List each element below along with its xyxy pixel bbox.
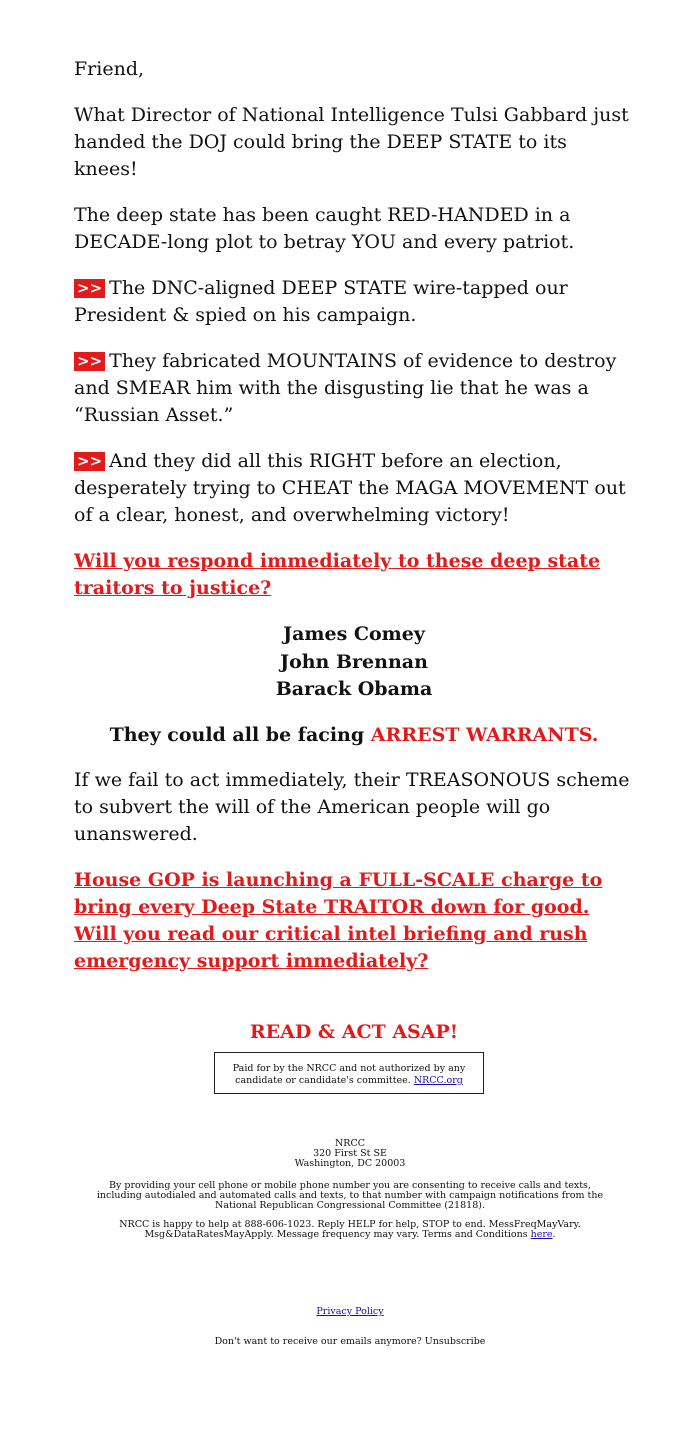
paid-for-disclaimer: Paid for by the NRCC and not authorized by any candidate or candidate's committee. NRCC.org xyxy=(214,1052,484,1094)
help-notice: NRCC is happy to help at 888-606-1023. Reply HELP for help, STOP to end. MessFreqMayVary. Msg&DataRatesMayApply. Message frequency may vary. Terms and Conditions here. xyxy=(119,1219,581,1240)
org-name: NRCC xyxy=(334,1138,365,1149)
treason-paragraph: If we fail to act immediately, their TREASONOUS scheme to subvert the will of the American people will go unanswered. xyxy=(74,768,630,845)
terms-link[interactable]: here xyxy=(530,1229,553,1240)
consent-notice: By providing your cell phone or mobile phone number you are consenting to receive calls and texts, including autodialed and automated calls and texts, to that number with campaign notifications from the National Republican Congressional Committee (21818). xyxy=(96,1180,604,1211)
bullet-text: The DNC-aligned DEEP STATE wire-tapped our President & spied on his campaign. xyxy=(74,277,568,326)
arrest-warrants-heading: They could all be facing ARREST WARRANTS. xyxy=(109,723,599,746)
read-act-button[interactable]: READ & ACT ASAP! xyxy=(249,1020,459,1043)
arrow-marker-icon: >> xyxy=(74,452,105,471)
respond-link[interactable]: Will you respond immediately to these deep state traitors to justice? xyxy=(74,550,601,599)
arrow-marker-icon: >> xyxy=(74,352,105,371)
bullet-item xyxy=(74,275,634,329)
name-item: John Brennan xyxy=(280,650,428,673)
email-body xyxy=(74,56,634,1046)
intro-paragraph: What Director of National Intelligence Tulsi Gabbard just handed the DOJ could bring the DEEP STATE to its knees! xyxy=(74,104,629,180)
privacy-policy xyxy=(90,1307,610,1317)
deep-state-paragraph: The deep state has been caught RED-HANDED in a DECADE-long plot to betray YOU and every patriot. xyxy=(74,204,575,253)
bullet-item xyxy=(74,348,634,429)
name-item: Barack Obama xyxy=(275,678,433,700)
briefing-link[interactable]: House GOP is launching a FULL-SCALE charge to bring every Deep State TRAITOR down for good. Will you read our critical intel briefing and rush emergency support immediately? xyxy=(74,868,603,972)
footer-address xyxy=(90,1139,610,1169)
privacy-policy-link[interactable]: Privacy Policy xyxy=(316,1306,384,1317)
arrow-marker-icon: >> xyxy=(74,279,105,298)
nrcc-link[interactable]: NRCC.org xyxy=(413,1075,463,1086)
bullet-item xyxy=(74,448,634,529)
names-list xyxy=(74,621,634,704)
bullet-text: They fabricated MOUNTAINS of evidence to destroy and SMEAR him with the disgusting lie that he was a “Russian Asset.” xyxy=(74,350,617,426)
name-item: James Comey xyxy=(283,623,425,645)
street-address: 320 First St SE xyxy=(313,1148,387,1159)
unsubscribe-text[interactable]: Don't want to receive our emails anymore? Unsubscribe xyxy=(214,1336,486,1347)
city-address: Washington, DC 20003 xyxy=(294,1158,406,1169)
bullet-text: And they did all this RIGHT before an election, desperately trying to CHEAT the MAGA MOVEMENT out of a clear, honest, and overwhelming victory! xyxy=(74,450,626,526)
greeting: Friend, xyxy=(74,58,145,80)
